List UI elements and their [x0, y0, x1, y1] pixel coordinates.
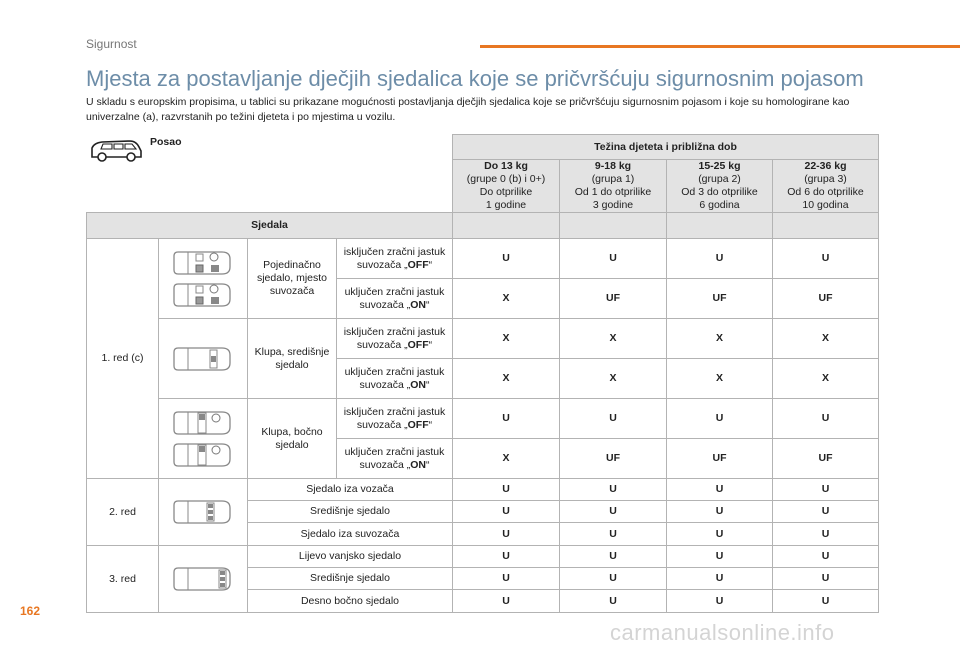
cell-value: U	[453, 239, 560, 279]
cell-value: U	[453, 590, 560, 613]
cell-value: U	[773, 590, 879, 613]
cell-value: X	[773, 319, 879, 359]
car-diagram-icon	[172, 565, 234, 593]
cell-value: U	[667, 501, 773, 523]
cell-value: U	[667, 523, 773, 546]
cell-value: U	[453, 568, 560, 590]
cell-value: U	[560, 479, 667, 501]
airbag-off-label: isključen zračni jastuk suvozača „OFF“	[337, 319, 453, 359]
row3-seat-name: Lijevo vanjsko sjedalo	[248, 546, 453, 568]
cell-value: U	[667, 590, 773, 613]
row3-label: 3. red	[87, 546, 159, 613]
cell-value: U	[773, 479, 879, 501]
cell-value: UF	[560, 279, 667, 319]
row2-seat-name: Središnje sjedalo	[248, 501, 453, 523]
table-corner	[87, 135, 453, 213]
seats-header: Sjedala	[87, 213, 453, 239]
cell-value: U	[560, 523, 667, 546]
cell-value: U	[667, 239, 773, 279]
row1-seat-b-name: Klupa, središnje sjedalo	[248, 319, 337, 399]
row1-seat-c-diagram	[159, 399, 248, 479]
group-1: 9-18 kg (grupa 1) Od 1 do otprilike 3 godine	[560, 160, 667, 213]
cell-value: X	[560, 359, 667, 399]
car-diagram-icon	[172, 498, 234, 526]
cell-value: X	[453, 279, 560, 319]
cell-value: U	[773, 523, 879, 546]
row1-seat-b-diagram	[159, 319, 248, 399]
page-title: Mjesta za postavljanje dječjih sjedalica koje se pričvršćuju sigurnosnim pojasom	[86, 66, 864, 91]
page-number: 162	[20, 604, 41, 618]
row3-seat-name: Središnje sjedalo	[248, 568, 453, 590]
airbag-off-label: isključen zračni jastuk suvozača „OFF“	[337, 399, 453, 439]
cell-value: U	[560, 546, 667, 568]
cell-value: U	[453, 399, 560, 439]
cell-value: UF	[773, 439, 879, 479]
vehicle-label: Posao	[150, 136, 182, 148]
group-2: 15-25 kg (grupa 2) Od 3 do otprilike 6 godina	[667, 160, 773, 213]
cell-value: U	[453, 523, 560, 546]
row1-label: 1. red (c)	[87, 239, 159, 479]
section-label: Sigurnost	[86, 37, 137, 51]
cell-value: U	[453, 479, 560, 501]
group-0: Do 13 kg (grupe 0 (b) i 0+) Do otprilike 1 godine	[453, 160, 560, 213]
cell-value: U	[773, 568, 879, 590]
car-diagram-icon	[172, 441, 234, 469]
cell-value: U	[560, 568, 667, 590]
cell-value: U	[667, 479, 773, 501]
cell-value: UF	[667, 439, 773, 479]
cell-value: U	[453, 501, 560, 523]
cell-value: U	[560, 399, 667, 439]
cell-value: X	[453, 439, 560, 479]
airbag-off-label: isključen zračni jastuk suvozača „OFF“	[337, 239, 453, 279]
car-diagram-icon	[172, 345, 234, 373]
header-accent-bar	[480, 45, 960, 48]
car-diagram-icon	[172, 409, 234, 437]
car-diagram-icon	[172, 281, 234, 309]
airbag-on-label: uključen zračni jastuk suvozača „ON“	[337, 279, 453, 319]
intro-paragraph: U skladu s europskim propisima, u tablici su prikazane mogućnosti postavljanja dječjih sjedalica koje se pričvršćuju sigurnosnim pojasom i koje su homologirane kao univerzalne (a), razvrstanih po težini djeteta i po mjestima u vozilu.	[86, 96, 850, 123]
cell-value: U	[667, 568, 773, 590]
cell-value: U	[773, 239, 879, 279]
row2-seat-name: Sjedalo iza vozača	[248, 479, 453, 501]
cell-value: U	[560, 239, 667, 279]
car-diagram-icon	[172, 249, 234, 277]
cell-value: X	[453, 359, 560, 399]
cell-value: U	[667, 399, 773, 439]
row1-seat-a-diagram	[159, 239, 248, 319]
row3-seat-name: Desno bočno sjedalo	[248, 590, 453, 613]
airbag-on-label: uključen zračni jastuk suvozača „ON“	[337, 439, 453, 479]
row2-label: 2. red	[87, 479, 159, 546]
cell-value: X	[453, 319, 560, 359]
cell-value: X	[667, 319, 773, 359]
watermark: carmanualsonline.info	[610, 620, 835, 645]
row1-seat-a-name: Pojedinačno sjedalo, mjesto suvozača	[248, 239, 337, 319]
row1-seat-c-name: Klupa, bočno sjedalo	[248, 399, 337, 479]
row2-diagram	[159, 479, 248, 546]
cell-value: U	[773, 501, 879, 523]
row2-seat-name: Sjedalo iza suvozača	[248, 523, 453, 546]
cell-value: UF	[560, 439, 667, 479]
row3-diagram	[159, 546, 248, 613]
cell-value: X	[560, 319, 667, 359]
cell-value: U	[773, 399, 879, 439]
cell-value: X	[667, 359, 773, 399]
weight-header: Težina djeteta i približna dob	[453, 135, 879, 160]
cell-value: UF	[667, 279, 773, 319]
airbag-on-label: uključen zračni jastuk suvozača „ON“	[337, 359, 453, 399]
group-3: 22-36 kg (grupa 3) Od 6 do otprilike 10 godina	[773, 160, 879, 213]
cell-value: UF	[773, 279, 879, 319]
child-seat-table	[86, 134, 879, 613]
cell-value: U	[560, 590, 667, 613]
cell-value: U	[773, 546, 879, 568]
cell-value: U	[560, 501, 667, 523]
cell-value: U	[453, 546, 560, 568]
cell-value: X	[773, 359, 879, 399]
cell-value: U	[667, 546, 773, 568]
